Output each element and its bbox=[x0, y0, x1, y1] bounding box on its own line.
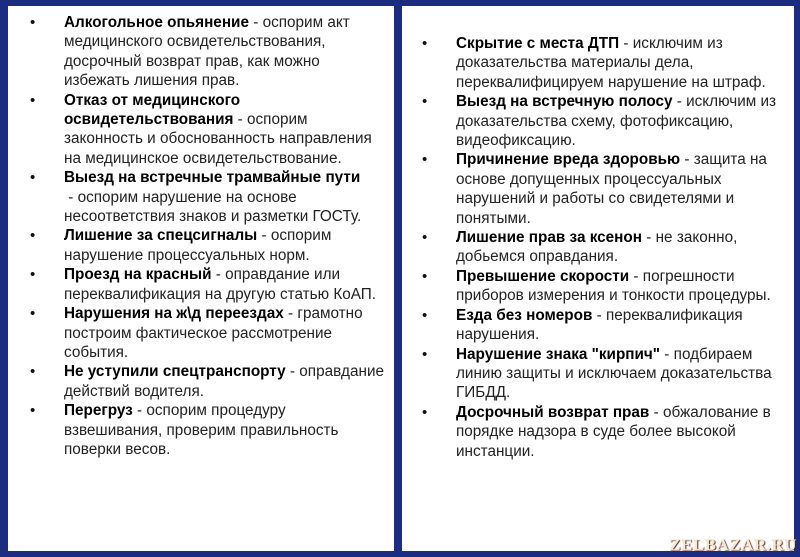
item-description: оспорим законность и обоснованность направления на медицинское освидетельствование. bbox=[64, 111, 372, 167]
item-description: подбираем линию защиты и исключаем доказательства ГИБДД. bbox=[456, 345, 772, 402]
list-item bbox=[402, 150, 790, 228]
bullet-icon: • bbox=[30, 266, 36, 284]
bullet-icon: • bbox=[422, 403, 428, 421]
list-item bbox=[402, 306, 790, 345]
item-description: исключим из доказательства схему, фотофиксацию, видеофиксацию. bbox=[456, 93, 777, 150]
item-description: оспорим нарушение процессуальных норм. bbox=[64, 227, 332, 264]
item-separator: - bbox=[257, 227, 271, 245]
item-term: Причинение вреда здоровью bbox=[456, 151, 681, 169]
list-item bbox=[8, 91, 388, 169]
bullet-icon: • bbox=[30, 363, 36, 381]
list-item bbox=[8, 226, 388, 265]
list-item bbox=[402, 92, 790, 150]
list-item bbox=[8, 304, 388, 362]
bullet-icon: • bbox=[422, 306, 428, 324]
item-separator: - bbox=[680, 151, 694, 169]
bullet-icon: • bbox=[30, 14, 36, 31]
item-term: Лишение прав за ксенон bbox=[456, 229, 642, 247]
bullet-icon: • bbox=[422, 229, 428, 247]
item-separator: - bbox=[248, 14, 263, 31]
item-separator: - bbox=[211, 266, 226, 284]
item-separator: - bbox=[649, 403, 663, 421]
bullet-icon: • bbox=[30, 169, 36, 187]
item-separator: - bbox=[642, 229, 656, 247]
list-item bbox=[8, 362, 388, 401]
list-item bbox=[8, 13, 388, 91]
bullet-icon: • bbox=[422, 93, 428, 111]
item-separator: - bbox=[233, 111, 248, 129]
right-panel bbox=[402, 6, 794, 551]
item-description: грамотно построим фактическое рассмотрение события. bbox=[64, 305, 363, 361]
bullet-icon: • bbox=[422, 151, 428, 169]
item-description: обжалование в порядке надзора в суде более высокой инстанции. bbox=[456, 403, 771, 460]
left-list bbox=[8, 13, 388, 459]
watermark-logo: ZELBAZAR.RU bbox=[669, 535, 797, 554]
item-term: Досрочный возврат прав bbox=[456, 403, 650, 421]
list-item bbox=[402, 228, 790, 267]
item-description: оправдание или переквалификация на другую статью КоАП. bbox=[64, 266, 377, 303]
item-term: Алкогольное опьянение bbox=[64, 14, 249, 31]
item-term: Проезд на красный bbox=[64, 266, 212, 284]
item-term: Скрытие с места ДТП bbox=[456, 35, 620, 52]
column-divider bbox=[394, 0, 402, 557]
list-item bbox=[402, 345, 790, 403]
item-description: исключим из доказательства материалы дела, переквалифицируем нарушение на штраф. bbox=[456, 35, 766, 91]
right-list bbox=[402, 34, 790, 461]
item-separator: - bbox=[619, 35, 633, 52]
item-description: оспорим акт медицинского освидетельствования, досрочный возврат прав, как можно избежать лишения прав. bbox=[64, 14, 350, 90]
list-item bbox=[402, 403, 790, 461]
item-term: Езда без номеров bbox=[456, 306, 593, 324]
list-item bbox=[8, 168, 388, 226]
item-term: Нарушение знака "кирпич" bbox=[456, 345, 661, 363]
item-description: оспорим процедуру взвешивания, проверим правильность поверки весов. bbox=[64, 402, 339, 458]
item-term: Лишение за спецсигналы bbox=[64, 227, 258, 245]
item-term: Выезд на встречную полосу bbox=[456, 93, 673, 111]
bullet-icon: • bbox=[30, 91, 36, 109]
item-term: Перегруз bbox=[64, 402, 133, 420]
item-separator: - bbox=[672, 93, 687, 111]
item-separator: - bbox=[629, 267, 643, 285]
list-item bbox=[8, 265, 388, 304]
item-term: Отказ от медицинского освидетельствования bbox=[64, 91, 241, 129]
item-separator: - bbox=[132, 402, 147, 420]
bullet-icon: • bbox=[422, 267, 428, 285]
item-term: Не уступили спецтранспорту bbox=[64, 363, 286, 381]
list-item bbox=[8, 401, 388, 459]
item-description: оправдание действий водителя. bbox=[64, 363, 384, 400]
item-description: оспорим нарушение на основе несоответствия знаков и разметки ГОСТу. bbox=[64, 188, 362, 226]
item-separator: - bbox=[64, 188, 78, 206]
item-term: Превышение скорости bbox=[456, 267, 630, 285]
list-item bbox=[402, 34, 790, 92]
item-description: переквалификация нарушения. bbox=[456, 306, 743, 344]
item-description: защита на основе допущенных процессуальных нарушений и работы со свидетелями и понятыми. bbox=[456, 151, 767, 227]
bullet-icon: • bbox=[30, 227, 36, 245]
bullet-icon: • bbox=[30, 402, 36, 420]
item-description: погрешности приборов измерения и тонкости процедуры. bbox=[456, 267, 771, 305]
item-separator: - bbox=[285, 363, 300, 381]
bullet-icon: • bbox=[422, 35, 428, 52]
list-item bbox=[402, 267, 790, 306]
item-separator: - bbox=[660, 345, 674, 363]
item-separator: - bbox=[592, 306, 606, 324]
item-description: не законно, добьемся оправдания. bbox=[456, 229, 738, 266]
bullet-icon: • bbox=[422, 345, 428, 363]
item-separator: - bbox=[283, 305, 298, 323]
item-term: Нарушения на ж\д переездах bbox=[64, 305, 284, 323]
item-term: Выезд на встречные трамвайные пути bbox=[64, 169, 361, 187]
bullet-icon: • bbox=[30, 305, 36, 323]
left-panel bbox=[8, 6, 394, 551]
